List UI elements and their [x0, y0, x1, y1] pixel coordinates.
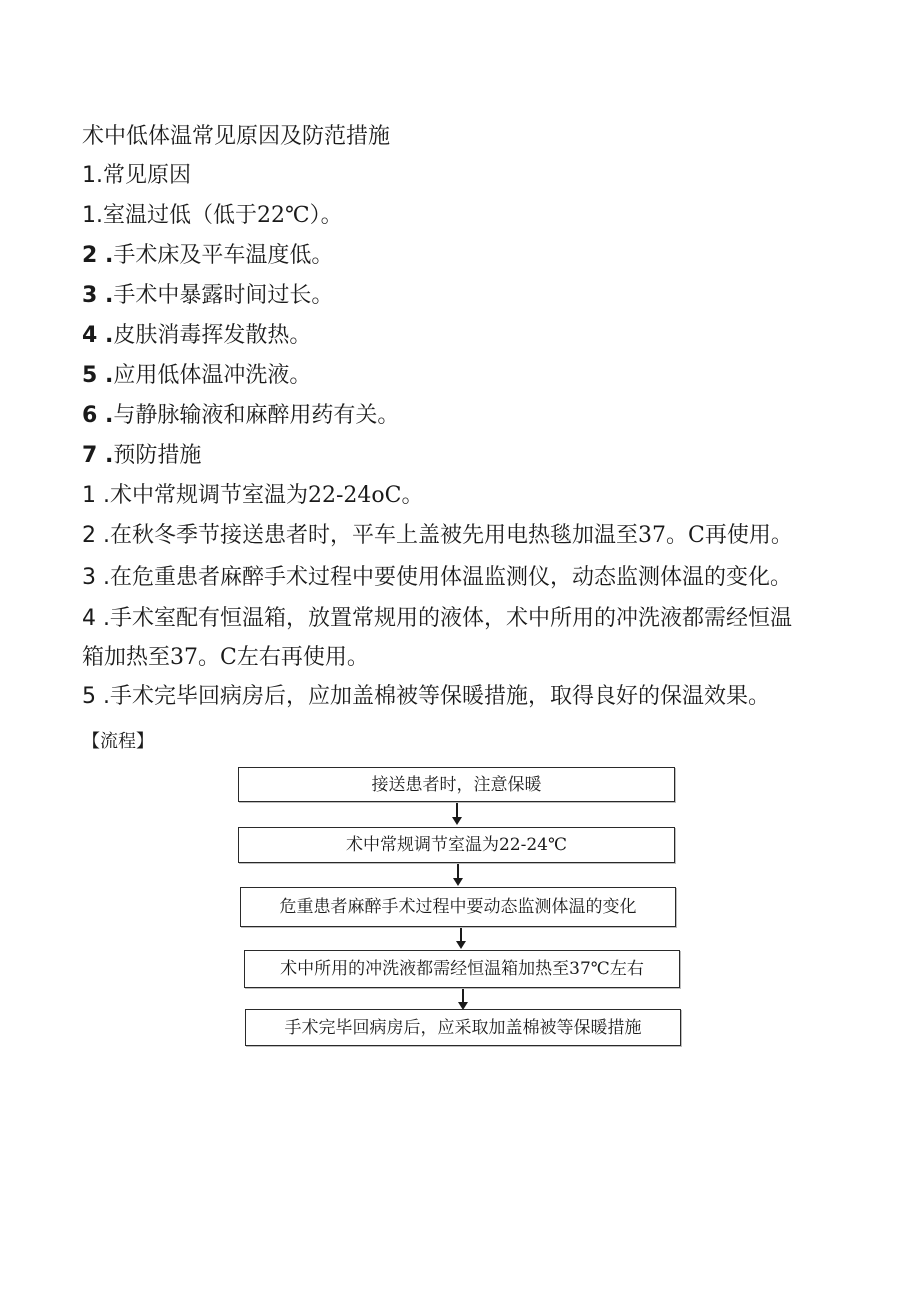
section-heading-text: 预防措施: [113, 443, 202, 468]
item-number: 6 .: [82, 403, 114, 428]
item-number: 3 .: [82, 283, 114, 308]
item-text: 在秋冬季节接送患者时，平车上盖被先用电热毯加温至37。C再使用。: [109, 523, 793, 548]
item-text: 室温过低（低于22℃）。: [103, 203, 343, 228]
section-heading-measures: [82, 443, 201, 469]
item-text: 手术室配有恒温箱，放置常规用的液体，术中所用的冲洗液都需经恒温: [109, 606, 792, 631]
item-number: 4 .: [82, 606, 110, 631]
list-item: [82, 684, 770, 710]
list-item: [82, 243, 333, 269]
section-number: 1.: [82, 163, 103, 188]
section-number: 7 .: [82, 443, 114, 468]
page-title: 术中低体温常见原因及防范措施: [82, 124, 391, 149]
flow-step: [238, 827, 675, 863]
flow-label: 【流程】: [82, 731, 154, 752]
item-text: 皮肤消毒挥发散热。: [113, 323, 312, 348]
list-item: [82, 523, 793, 549]
item-number: 2 .: [82, 243, 114, 268]
item-number: 5 .: [82, 363, 114, 388]
flow-step: [244, 950, 680, 988]
item-number: 2 .: [82, 523, 110, 548]
list-item: [82, 565, 792, 591]
item-number: 5 .: [82, 684, 110, 709]
item-text: 在危重患者麻醉手术过程中要使用体温监测仪，动态监测体温的变化。: [109, 565, 792, 590]
flow-step-text: 接送患者时，注意保暖: [371, 774, 542, 795]
section-heading-causes: [82, 163, 191, 189]
flow-step: [240, 887, 676, 927]
item-text: 术中常规调节室温为22-24oC。: [109, 483, 424, 508]
list-item: [82, 403, 399, 429]
item-text: 手术完毕回病房后，应加盖棉被等保暖措施，取得良好的保温效果。: [109, 684, 770, 709]
flow-step-text: 手术完毕回病房后，应采取加盖棉被等保暖措施: [284, 1017, 642, 1038]
list-item-continuation: [82, 645, 369, 671]
item-text: 手术中暴露时间过长。: [113, 283, 334, 308]
item-text: 应用低体温冲洗液。: [113, 363, 312, 388]
list-item: [82, 283, 333, 309]
flow-step-text: 术中所用的冲洗液都需经恒温箱加热至37℃左右: [280, 959, 644, 979]
flow-step: [238, 767, 675, 802]
item-text: 箱加热至37。C左右再使用。: [82, 645, 369, 670]
list-item: [82, 606, 792, 632]
item-number: 1 .: [82, 483, 110, 508]
list-item: [82, 483, 424, 509]
list-item: [82, 203, 343, 229]
item-number: 1.: [82, 203, 103, 228]
flow-step: [245, 1009, 681, 1046]
section-heading-text: 常见原因: [103, 163, 192, 188]
list-item: [82, 323, 311, 349]
flow-step-text: 危重患者麻醉手术过程中要动态监测体温的变化: [279, 897, 637, 917]
list-item: [82, 363, 311, 389]
item-number: 3 .: [82, 565, 110, 590]
item-text: 手术床及平车温度低。: [113, 243, 334, 268]
flow-step-text: 术中常规调节室温为22-24℃: [345, 835, 568, 855]
item-number: 4 .: [82, 323, 114, 348]
item-text: 与静脉输液和麻醉用药有关。: [113, 403, 400, 428]
